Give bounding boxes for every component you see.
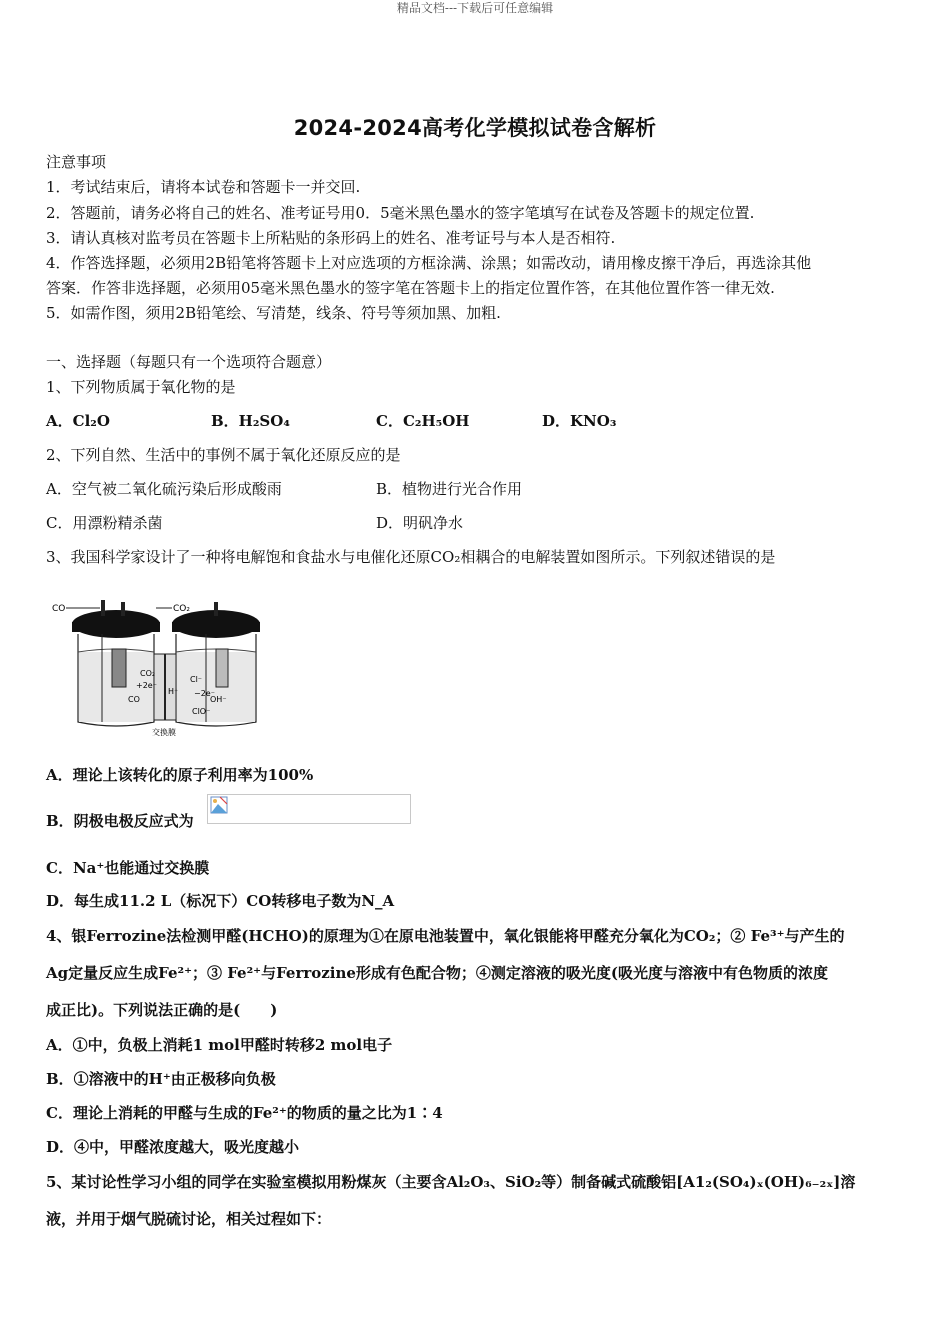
question-4-line: Ag定量反应生成Fe²⁺；③ Fe²⁺与Ferrozine形成有色配合物；④测定溶液的吸光度(吸光度与溶液中有色物质的浓度 (46, 964, 829, 982)
label-left-mid: +2e⁻ (136, 681, 157, 690)
q4-option-c: C．理论上消耗的甲醛与生成的Fe²⁺的物质的量之比为1∶4 (46, 1104, 443, 1122)
question-2-stem: 2、下列自然、生活中的事例不属于氧化还原反应的是 (46, 446, 401, 464)
note-item: 答案．作答非选择题，必须用05毫米黑色墨水的签字笔在答题卡上的指定位置作答，在其他位置作答一律无效. (46, 279, 775, 297)
question-4-line: 4、银Ferrozine法检测甲醛(HCHO)的原理为①在原电池装置中，氧化银能将甲醛充分氧化为CO₂；② Fe³⁺与产生的 (46, 927, 845, 945)
note-item: 1．考试结束后，请将本试卷和答题卡一并交回. (46, 178, 361, 196)
label-left-top: CO₂ (140, 669, 156, 678)
question-5-line: 液，并用于烟气脱硫讨论，相关过程如下： (46, 1210, 332, 1228)
label-co-out: CO (52, 604, 66, 614)
label-left-bot: CO (128, 695, 140, 704)
label-right-bot: ClO⁻ (192, 707, 211, 716)
q3-option-c: C．Na⁺也能通过交换膜 (46, 859, 210, 877)
q1-option-c: C．C₂H₅OH (376, 412, 470, 430)
q1-option-b: B．H₂SO₄ (211, 412, 290, 430)
q3-option-d: D．每生成11.2 L（标况下）CO转移电子数为N_A (46, 892, 395, 910)
section-heading: 一、选择题（每题只有一个选项符合题意） (46, 353, 332, 371)
q1-option-d: D．KNO₃ (542, 412, 617, 430)
question-4-line: 成正比)。下列说法正确的是( ) (46, 1001, 278, 1019)
q2-option-a: A．空气被二氧化硫污染后形成酸雨 (46, 480, 282, 498)
question-1-stem: 1、下列物质属于氧化物的是 (46, 378, 236, 396)
q3-option-b: B．阴极电极反应式为 (46, 812, 194, 830)
q2-option-d: D．明矾净水 (376, 514, 464, 532)
label-right-top: Cl⁻ (190, 675, 203, 684)
label-h-plus: H⁺ (168, 687, 179, 696)
note-item: 2．答题前，请务必将自己的姓名、准考证号用0．5毫米黑色墨水的签字笔填写在试卷及答题卡的规定位置. (46, 204, 755, 222)
page-title: 2024-2024高考化学模拟试卷含解析 (293, 116, 657, 140)
q4-option-b: B．①溶液中的H⁺由正极移向负极 (46, 1070, 276, 1088)
note-item: 4．作答选择题，必须用2B铅笔将答题卡上对应选项的方框涂满、涂黑；如需改动，请用橡皮擦干净后，再选涂其他 (46, 254, 812, 272)
broken-image-icon (210, 796, 228, 814)
label-right-oh: OH⁻ (210, 695, 227, 704)
note-item: 5．如需作图，须用2B铅笔绘、写清楚，线条、符号等须加黑、加粗. (46, 304, 501, 322)
question-3-stem: 3、我国科学家设计了一种将电解饱和食盐水与电催化还原CO₂相耦合的电解装置如图所示。下列叙述错误的是 (46, 548, 776, 566)
notes-heading: 注意事项 (46, 153, 107, 171)
label-right-mid: −2e⁻ (194, 689, 215, 698)
q4-option-d: D．④中，甲醛浓度越大，吸光度越小 (46, 1138, 300, 1156)
broken-image-placeholder (207, 794, 411, 824)
label-membrane: 交换膜 (152, 728, 176, 737)
q3-option-a: A．理论上该转化的原子利用率为100% (46, 766, 314, 784)
q4-option-a: A．①中，负极上消耗1 mol甲醛时转移2 mol电子 (46, 1036, 393, 1054)
page-header: 精品文档---下载后可任意编辑 (396, 1, 554, 15)
q1-option-a: A．Cl₂O (46, 412, 110, 430)
q2-option-c: C．用漂粉精杀菌 (46, 514, 163, 532)
note-item: 3．请认真核对监考员在答题卡上所粘贴的条形码上的姓名、准考证号与本人是否相符. (46, 229, 616, 247)
label-co2-in: CO₂ (173, 604, 190, 614)
q2-option-b: B．植物进行光合作用 (376, 480, 523, 498)
question-5-line: 5、某讨论性学习小组的同学在实验室模拟用粉煤灰（主要含Al₂O₃、SiO₂等）制备碱式硫酸铝[A1₂(SO₄)ₓ(OH)₆₋₂ₓ]溶 (46, 1173, 856, 1191)
electrolysis-apparatus-figure (48, 594, 268, 740)
